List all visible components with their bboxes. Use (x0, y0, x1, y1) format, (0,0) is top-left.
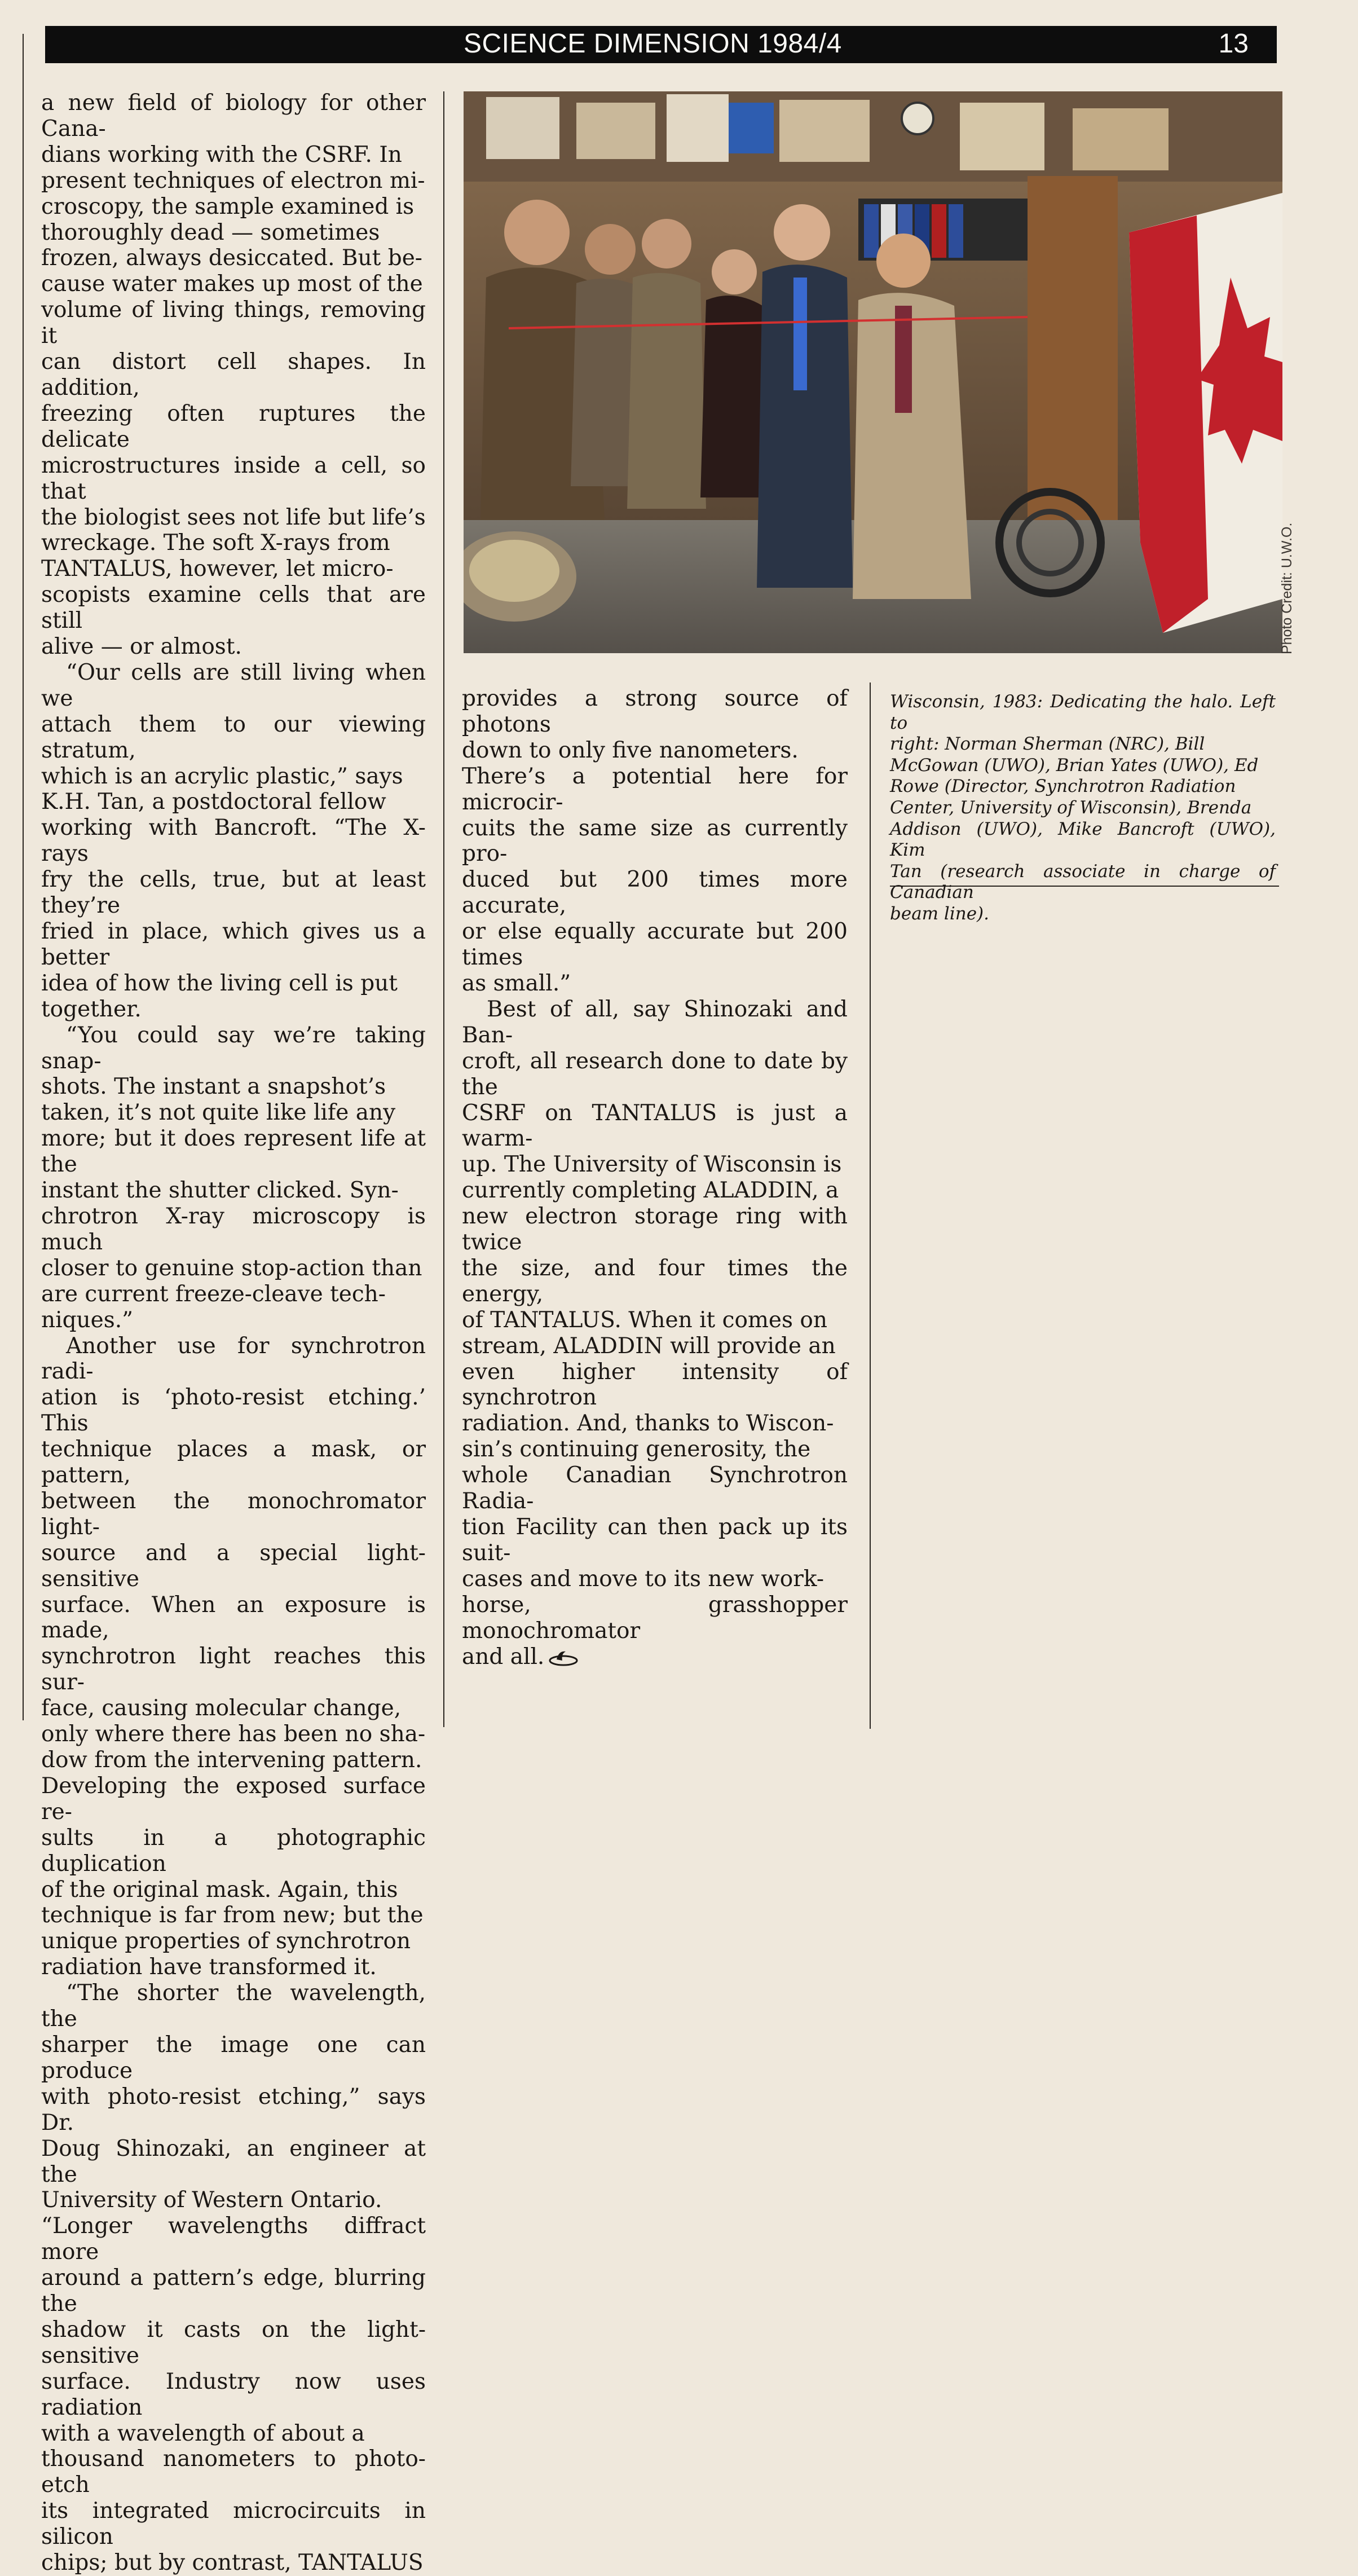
text-line: K.H. Tan, a postdoctoral fellow (41, 789, 386, 815)
paragraph (41, 1023, 426, 1333)
text-line: between the monochromator light- (41, 1488, 426, 1540)
text-line: present techniques of electron mi- (41, 168, 425, 193)
text-line: or else equally accurate but 200 times (462, 919, 848, 971)
text-line: tion Facility can then pack up its suit- (462, 1514, 848, 1566)
text-line: the size, and four times the energy, (462, 1255, 848, 1307)
text-line: only where there has been no sha- (41, 1721, 426, 1747)
text-line: frozen, always desiccated. But be- (41, 245, 422, 271)
caption-line: Rowe (Director, Synchrotron Radiation (890, 776, 1236, 797)
photo-illustration (464, 91, 1282, 653)
text-line: idea of how the living cell is put (41, 970, 398, 996)
page-number: 13 (1218, 29, 1249, 59)
text-line: with photo-resist etching,” says Dr. (41, 2084, 426, 2135)
paragraph (41, 1980, 426, 2576)
text-line: chrotron X-ray microscopy is much (41, 1203, 426, 1255)
caption-line: beam line). (890, 903, 990, 924)
text-line: microstructures inside a cell, so that (41, 452, 426, 504)
text-line: synchrotron light reaches this sur- (41, 1644, 426, 1696)
text-line: closer to genuine stop-action than (41, 1255, 422, 1281)
caption-line: Center, University of Wisconsin), Brenda (890, 797, 1252, 818)
text-line: fry the cells, true, but at least they’re (41, 867, 426, 919)
text-line: radiation have transformed it. (41, 1954, 377, 1980)
text-line: surface. When an exposure is made, (41, 1592, 426, 1644)
text-line: “Our cells are still living when we (41, 659, 426, 711)
caption-line: McGowan (UWO), Brian Yates (UWO), Ed (890, 755, 1259, 776)
text-line: CSRF on TANTALUS is just a warm- (462, 1100, 848, 1152)
text-line: horse, grasshopper monochromator (462, 1592, 848, 1644)
text-line: TANTALUS, however, let micro- (41, 556, 394, 582)
text-line: cuits the same size as currently pro- (462, 815, 848, 867)
text-line: Another use for synchrotron radi- (41, 1333, 426, 1385)
dedication-photo (464, 91, 1282, 653)
text-line: niques.” (41, 1307, 134, 1333)
text-line: croscopy, the sample examined is (41, 193, 415, 219)
text-line: radiation. And, thanks to Wiscon- (462, 1411, 834, 1437)
text-line: dians working with the CSRF. In (41, 142, 402, 168)
text-line: sharper the image one can produce (41, 2032, 426, 2084)
text-line: face, causing molecular change, (41, 1696, 402, 1721)
text-line: surface. Industry now uses radiation (41, 2368, 426, 2420)
text-line: University of Western Ontario. (41, 2187, 382, 2213)
publication-title: SCIENCE DIMENSION 1984/4 (464, 29, 842, 59)
paragraph (41, 660, 426, 1023)
text-line: around a pattern’s edge, blurring the (41, 2265, 426, 2317)
text-line: wreckage. The soft X-rays from (41, 530, 390, 556)
text-line: of TANTALUS. When it comes on (462, 1307, 828, 1333)
text-line: cases and move to its new work- (462, 1566, 824, 1592)
text-line: freezing often ruptures the delicate (41, 400, 426, 452)
text-line: shots. The instant a snapshot’s (41, 1074, 386, 1100)
photo-credit: Photo Credit: U.W.O. (1279, 522, 1295, 654)
text-line: and all. (462, 1644, 545, 1670)
text-line: unique properties of synchrotron (41, 1928, 411, 1954)
paragraph (41, 1333, 426, 1981)
text-line: more; but it does represent life at the (41, 1126, 426, 1178)
paragraph (462, 686, 848, 997)
text-line: sin’s continuing generosity, the (462, 1437, 811, 1463)
text-line: thoroughly dead — sometimes (41, 219, 380, 245)
paragraph (462, 997, 848, 1670)
text-line: taken, it’s not quite like life any (41, 1100, 396, 1126)
text-line: instant the shutter clicked. Syn- (41, 1178, 399, 1204)
text-line: down to only five nanometers. (462, 737, 799, 763)
text-line: can distort cell shapes. In addition, (41, 349, 426, 400)
text-line: new electron storage ring with twice (462, 1204, 848, 1256)
text-line: thousand nanometers to photo-etch (41, 2446, 426, 2498)
text-line: volume of living things, removing it (41, 297, 426, 349)
text-line: attach them to our viewing stratum, (41, 711, 426, 763)
text-line: currently completing ALADDIN, a (462, 1178, 839, 1204)
text-line: “You could say we’re taking snap- (41, 1022, 426, 1074)
caption-line: Addison (UWO), Mike Bancroft (UWO), Kim (890, 818, 1276, 861)
text-line: a new field of biology for other Cana- (41, 90, 426, 142)
text-line: scopists examine cells that are still (41, 582, 426, 634)
text-line: chips; but by contrast, TANTALUS (41, 2550, 424, 2576)
text-line: There’s a potential here for microcir- (462, 763, 848, 815)
column-rule-1 (443, 91, 444, 1727)
text-line: source and a special light-sensitive (41, 1540, 426, 1592)
text-line: are current freeze-cleave tech- (41, 1281, 386, 1307)
text-line: croft, all research done to date by the (462, 1048, 848, 1100)
running-header (45, 26, 1277, 63)
text-line: dow from the intervening pattern. (41, 1747, 422, 1773)
text-line: sults in a photographic duplication (41, 1825, 426, 1877)
text-line: alive — or almost. (41, 634, 242, 660)
text-line: Developing the exposed surface re- (41, 1773, 426, 1825)
paragraph (41, 90, 426, 660)
caption-line: Wisconsin, 1983: Dedicating the halo. Left to (890, 692, 1276, 733)
article-column-middle (462, 686, 848, 1670)
caption-line: right: Norman Sherman (NRC), Bill (890, 734, 1205, 755)
text-line: fried in place, which gives us a better (41, 919, 426, 970)
caption-line: Tan (research associate in charge of Canadian (890, 861, 1276, 903)
text-line: as small.” (462, 970, 571, 996)
end-mark-icon (549, 1648, 578, 1666)
text-line: of the original mask. Again, this (41, 1877, 398, 1903)
text-line: cause water makes up most of the (41, 271, 423, 297)
article-column-left (41, 90, 426, 2576)
text-line: provides a strong source of photons (462, 686, 848, 737)
column-rule-2 (870, 682, 871, 1729)
text-line: whole Canadian Synchrotron Radia- (462, 1463, 848, 1514)
text-line: ation is ‘photo-resist etching.’ This (41, 1385, 426, 1437)
text-line: the biologist sees not life but life’s (41, 504, 426, 530)
left-margin-rule (23, 34, 24, 1720)
text-line: Best of all, say Shinozaki and Ban- (462, 996, 848, 1048)
text-line: stream, ALADDIN will provide an (462, 1333, 836, 1359)
text-line: with a wavelength of about a (41, 2420, 365, 2446)
text-line: up. The University of Wisconsin is (462, 1152, 842, 1178)
text-line: “Longer wavelengths diffract more (41, 2213, 426, 2265)
text-line: even higher intensity of synchrotron (462, 1359, 848, 1411)
text-line: duced but 200 times more accurate, (462, 867, 848, 919)
text-line: which is an acrylic plastic,” says (41, 763, 403, 789)
text-line: working with Bancroft. “The X-rays (41, 815, 426, 867)
text-line: its integrated microcircuits in silicon (41, 2498, 426, 2550)
photo-caption (890, 692, 1276, 925)
text-line: together. (41, 996, 142, 1022)
text-line: technique is far from new; but the (41, 1903, 424, 1928)
text-line: “The shorter the wavelength, the (41, 1980, 426, 2032)
text-line: shadow it casts on the light-sensitive (41, 2317, 426, 2368)
text-line: technique places a mask, or pattern, (41, 1437, 426, 1489)
text-line: Doug Shinozaki, an engineer at the (41, 2135, 426, 2187)
